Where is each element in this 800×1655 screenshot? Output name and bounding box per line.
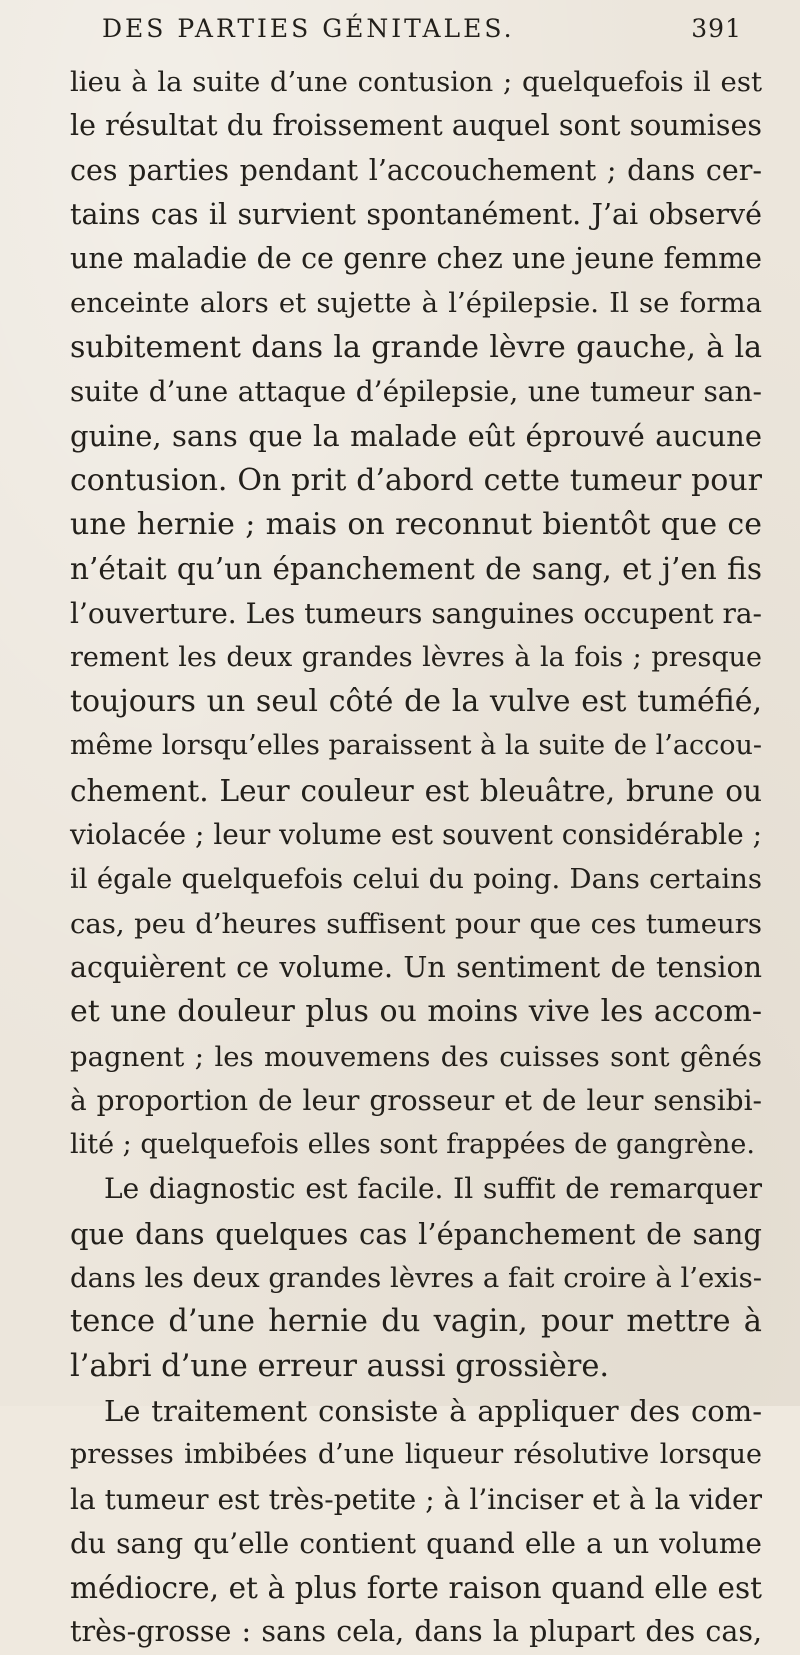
text-line: presses imbibées d’une liqueur résolutive lorsque	[70, 1439, 762, 1471]
text-line: la tumeur est très-petite ; à l’inciser et à la vider	[70, 1482, 762, 1516]
body-text	[70, 60, 762, 1655]
text-line: et une douleur plus ou moins vive les accom-	[70, 994, 762, 1030]
text-line: que dans quelques cas l’épanchement de sang	[70, 1216, 762, 1251]
text-line: ces parties pendant l’accouchement ; dans cer-	[70, 153, 762, 187]
text-line: l’abri d’une erreur aussi grossière.	[70, 1348, 610, 1384]
text-line: n’était qu’un épanchement de sang, et j’en fis	[70, 552, 762, 587]
text-line: du sang qu’elle contient quand elle a un volume	[70, 1526, 762, 1560]
text-line: contusion. On prit d’abord cette tumeur pour	[70, 462, 762, 498]
text-line: très-grosse : sans cela, dans la plupart des cas,	[70, 1615, 762, 1649]
text-line: subitement dans la grande lèvre gauche, à la	[70, 329, 762, 365]
text-line: une maladie de ce genre chez une jeune femme	[70, 242, 762, 276]
text-line: toujours un seul côté de la vulve est tuméfié,	[70, 684, 762, 720]
text-line: il égale quelquefois celui du poing. Dans certains	[70, 863, 762, 896]
text-line: rement les deux grandes lèvres à la fois ; presque	[70, 641, 762, 673]
text-line: Le diagnostic est facile. Il suffit de remarquer	[104, 1172, 762, 1206]
text-line: enceinte alors et sujette à l’épilepsie. Il se forma	[70, 287, 762, 320]
text-line: lité ; quelquefois elles sont frappées de gangrène.	[70, 1129, 755, 1161]
running-head: DES PARTIES GÉNITALES.	[102, 14, 515, 43]
text-line: guine, sans que la malade eût éprouvé aucune	[70, 419, 762, 454]
text-line: pagnent ; les mouvemens des cuisses sont gênés	[70, 1040, 762, 1073]
page-header	[70, 14, 762, 58]
text-line: cas, peu d’heures suffisent pour que ces tumeurs	[70, 907, 762, 940]
text-line: chement. Leur couleur est bleuâtre, brune ou	[70, 773, 762, 808]
text-line: médiocre, et à plus forte raison quand elle est	[70, 1571, 762, 1606]
text-line: à proportion de leur grosseur et de leur sensibi-	[70, 1083, 762, 1117]
text-line: dans les deux grandes lèvres a fait croire à l’exis-	[70, 1262, 762, 1295]
text-line: acquièrent ce volume. Un sentiment de tension	[70, 950, 762, 984]
page-number: 391	[691, 14, 742, 43]
text-line: même lorsqu’elles paraissent à la suite de l’accou-	[70, 730, 762, 762]
text-line: suite d’une attaque d’épilepsie, une tumeur san-	[70, 375, 762, 409]
text-line: violacée ; leur volume est souvent considérable ;	[70, 818, 763, 852]
text-line: lieu à la suite d’une contusion ; quelquefois il est	[70, 66, 762, 98]
text-line: tence d’une hernie du vagin, pour mettre à	[70, 1304, 762, 1340]
text-line: Le traitement consiste à appliquer des com-	[104, 1393, 762, 1428]
text-line: l’ouverture. Les tumeurs sanguines occupent ra-	[70, 596, 762, 630]
text-line: le résultat du froissement auquel sont soumises	[70, 109, 762, 143]
text-line: tains cas il survient spontanément. J’ai observé	[70, 197, 762, 231]
text-line: une hernie ; mais on reconnut bientôt que ce	[70, 506, 762, 542]
